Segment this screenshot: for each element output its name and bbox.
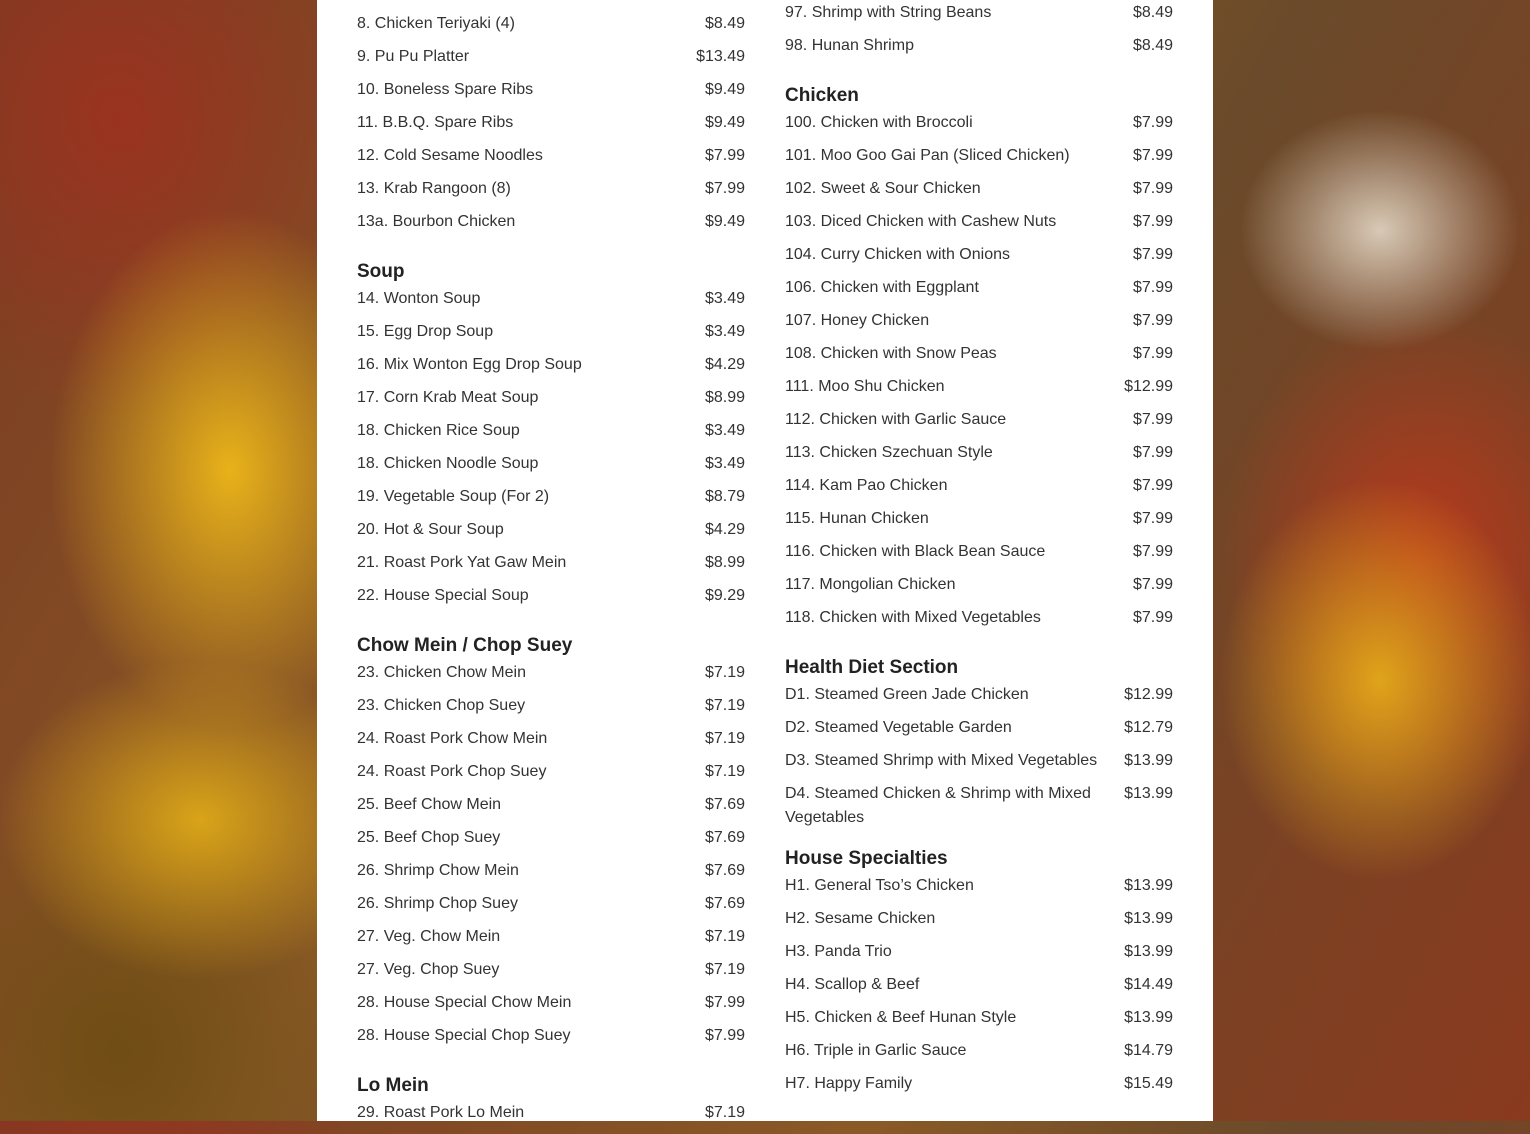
menu-item-name: 97. Shrimp with String Beans bbox=[785, 4, 992, 21]
menu-item-name: 13. Krab Rangoon (8) bbox=[357, 180, 511, 197]
menu-item bbox=[785, 874, 1173, 907]
menu-item bbox=[357, 210, 745, 243]
menu-item-price: $7.99 bbox=[1132, 345, 1173, 362]
menu-item-price: $7.69 bbox=[704, 829, 745, 846]
menu-item bbox=[357, 892, 745, 925]
menu-item bbox=[357, 991, 745, 1024]
menu-item bbox=[785, 716, 1173, 749]
menu-item-name: 15. Egg Drop Soup bbox=[357, 323, 494, 340]
lo-mein-list bbox=[357, 1101, 745, 1134]
menu-item-price: $7.99 bbox=[1132, 180, 1173, 197]
menu-item-name: H3. Panda Trio bbox=[785, 943, 892, 960]
menu-item bbox=[357, 925, 745, 958]
menu-item-name: 11. B.B.Q. Spare Ribs bbox=[357, 114, 514, 131]
menu-item-name: H6. Triple in Garlic Sauce bbox=[785, 1042, 967, 1059]
menu-item bbox=[785, 309, 1173, 342]
menu-item-price: $13.49 bbox=[696, 48, 745, 65]
menu-item bbox=[357, 958, 745, 991]
menu-item-name: 22. House Special Soup bbox=[357, 587, 529, 604]
menu-item bbox=[357, 551, 745, 584]
menu-item bbox=[357, 760, 745, 793]
menu-item-name: 18. Chicken Noodle Soup bbox=[357, 455, 539, 472]
menu-item-price: $7.99 bbox=[1132, 114, 1173, 131]
menu-item bbox=[785, 342, 1173, 375]
menu-item-price: $3.49 bbox=[704, 455, 745, 472]
menu-item-name: 14. Wonton Soup bbox=[357, 290, 481, 307]
menu-item-price: $7.99 bbox=[704, 147, 745, 164]
menu-item-name: D4. Steamed Chicken & Shrimp with Mixed Vegetables bbox=[785, 785, 1091, 826]
menu-item bbox=[785, 540, 1173, 573]
menu-item-name: 114. Kam Pao Chicken bbox=[785, 477, 948, 494]
menu-item-price: $8.49 bbox=[704, 15, 745, 32]
menu-item-price: $7.99 bbox=[1132, 279, 1173, 296]
menu-item-name: 29. Roast Pork Lo Mein bbox=[357, 1104, 525, 1121]
menu-item-price: $14.49 bbox=[1124, 976, 1173, 993]
menu-item bbox=[785, 782, 1173, 830]
menu-item bbox=[357, 584, 745, 617]
menu-item bbox=[357, 45, 745, 78]
menu-item-price: $9.49 bbox=[704, 114, 745, 131]
menu-item-name: 24. Roast Pork Chow Mein bbox=[357, 730, 548, 747]
menu-item-name: 116. Chicken with Black Bean Sauce bbox=[785, 543, 1046, 560]
menu-item-name: H1. General Tso’s Chicken bbox=[785, 877, 974, 894]
menu-column-left bbox=[357, 12, 745, 1134]
menu-column-right bbox=[785, 1, 1173, 1105]
menu-item-name: 19. Vegetable Soup (For 2) bbox=[357, 488, 550, 505]
menu-item-price: $12.79 bbox=[1124, 719, 1173, 736]
menu-item bbox=[785, 1072, 1173, 1105]
menu-item-name: 8. Chicken Teriyaki (4) bbox=[357, 15, 515, 32]
menu-item bbox=[785, 177, 1173, 210]
menu-item-price: $7.19 bbox=[704, 730, 745, 747]
menu-item-name: D1. Steamed Green Jade Chicken bbox=[785, 686, 1029, 703]
menu-item-name: 28. House Special Chop Suey bbox=[357, 1027, 571, 1044]
menu-page bbox=[317, 0, 1213, 1121]
menu-item-price: $7.99 bbox=[704, 180, 745, 197]
menu-item-price: $7.19 bbox=[704, 697, 745, 714]
menu-item bbox=[785, 144, 1173, 177]
menu-item-price: $15.49 bbox=[1124, 1075, 1173, 1092]
menu-item bbox=[785, 1, 1173, 34]
menu-item-name: 21. Roast Pork Yat Gaw Mein bbox=[357, 554, 567, 571]
menu-item-name: H5. Chicken & Beef Hunan Style bbox=[785, 1009, 1017, 1026]
menu-item-name: 28. House Special Chow Mein bbox=[357, 994, 572, 1011]
menu-item-price: $13.99 bbox=[1124, 785, 1173, 802]
menu-item-name: 118. Chicken with Mixed Vegetables bbox=[785, 609, 1041, 626]
menu-item bbox=[357, 793, 745, 826]
chow-mein-list bbox=[357, 661, 745, 1057]
menu-item bbox=[357, 287, 745, 320]
menu-item-price: $7.99 bbox=[1132, 444, 1173, 461]
menu-item bbox=[357, 177, 745, 210]
menu-item-name: 106. Chicken with Eggplant bbox=[785, 279, 979, 296]
section-title-soup: Soup bbox=[357, 261, 405, 282]
menu-item-price: $8.99 bbox=[704, 389, 745, 406]
menu-item bbox=[357, 661, 745, 694]
menu-item-price: $4.29 bbox=[704, 521, 745, 538]
menu-item bbox=[785, 34, 1173, 67]
section-title-lo-mein: Lo Mein bbox=[357, 1075, 429, 1096]
menu-item-price: $3.49 bbox=[704, 422, 745, 439]
menu-item bbox=[357, 12, 745, 45]
menu-item bbox=[785, 474, 1173, 507]
menu-item bbox=[357, 386, 745, 419]
menu-item bbox=[357, 518, 745, 551]
menu-item-price: $8.49 bbox=[1132, 37, 1173, 54]
menu-item-name: 27. Veg. Chow Mein bbox=[357, 928, 501, 945]
menu-item-price: $9.49 bbox=[704, 213, 745, 230]
menu-item-price: $7.99 bbox=[1132, 246, 1173, 263]
menu-item-name: 17. Corn Krab Meat Soup bbox=[357, 389, 539, 406]
menu-item-name: 98. Hunan Shrimp bbox=[785, 37, 914, 54]
menu-item-name: 104. Curry Chicken with Onions bbox=[785, 246, 1010, 263]
menu-item bbox=[785, 749, 1173, 782]
chicken-list bbox=[785, 111, 1173, 639]
menu-item-price: $7.69 bbox=[704, 862, 745, 879]
menu-item-price: $13.99 bbox=[1124, 752, 1173, 769]
menu-item-name: 101. Moo Goo Gai Pan (Sliced Chicken) bbox=[785, 147, 1070, 164]
menu-item-price: $7.99 bbox=[1132, 609, 1173, 626]
menu-item-price: $8.49 bbox=[1132, 4, 1173, 21]
menu-item-name: 117. Mongolian Chicken bbox=[785, 576, 956, 593]
section-title-health-diet: Health Diet Section bbox=[785, 657, 959, 678]
menu-item-name: 25. Beef Chow Mein bbox=[357, 796, 502, 813]
menu-item-name: H7. Happy Family bbox=[785, 1075, 913, 1092]
menu-item-price: $7.99 bbox=[704, 1027, 745, 1044]
menu-item-price: $7.19 bbox=[704, 928, 745, 945]
menu-item-name: 23. Chicken Chop Suey bbox=[357, 697, 526, 714]
menu-item-price: $7.69 bbox=[704, 796, 745, 813]
menu-item-price: $13.99 bbox=[1124, 1009, 1173, 1026]
menu-item-name: 100. Chicken with Broccoli bbox=[785, 114, 973, 131]
menu-item bbox=[357, 111, 745, 144]
menu-item-price: $9.29 bbox=[704, 587, 745, 604]
menu-item-price: $7.19 bbox=[704, 961, 745, 978]
menu-item-name: 103. Diced Chicken with Cashew Nuts bbox=[785, 213, 1057, 230]
menu-item-price: $12.99 bbox=[1124, 686, 1173, 703]
menu-item bbox=[785, 441, 1173, 474]
menu-item-price: $8.79 bbox=[704, 488, 745, 505]
menu-item-price: $7.99 bbox=[1132, 543, 1173, 560]
menu-item-name: 26. Shrimp Chow Mein bbox=[357, 862, 519, 879]
menu-item-price: $12.99 bbox=[1124, 378, 1173, 395]
menu-item-price: $13.99 bbox=[1124, 943, 1173, 960]
menu-item-name: 23. Chicken Chow Mein bbox=[357, 664, 526, 681]
menu-item bbox=[357, 78, 745, 111]
menu-item bbox=[785, 1006, 1173, 1039]
menu-item bbox=[785, 1039, 1173, 1072]
menu-item bbox=[357, 452, 745, 485]
menu-item-name: H4. Scallop & Beef bbox=[785, 976, 920, 993]
menu-item bbox=[357, 353, 745, 386]
health-diet-list bbox=[785, 683, 1173, 830]
menu-item-name: 16. Mix Wonton Egg Drop Soup bbox=[357, 356, 582, 373]
menu-item-name: 27. Veg. Chop Suey bbox=[357, 961, 500, 978]
menu-item bbox=[357, 859, 745, 892]
shrimp-list bbox=[785, 1, 1173, 67]
menu-item-name: 10. Boneless Spare Ribs bbox=[357, 81, 534, 98]
menu-item-price: $8.99 bbox=[704, 554, 745, 571]
menu-item bbox=[785, 606, 1173, 639]
menu-item bbox=[785, 940, 1173, 973]
menu-item bbox=[785, 683, 1173, 716]
menu-item-name: 108. Chicken with Snow Peas bbox=[785, 345, 997, 362]
menu-item-name: 111. Moo Shu Chicken bbox=[785, 378, 945, 395]
menu-item-name: D2. Steamed Vegetable Garden bbox=[785, 719, 1012, 736]
menu-item-name: 113. Chicken Szechuan Style bbox=[785, 444, 993, 461]
menu-item-price: $7.99 bbox=[1132, 411, 1173, 428]
section-title-chicken: Chicken bbox=[785, 85, 859, 106]
menu-item-price: $7.99 bbox=[1132, 477, 1173, 494]
menu-item bbox=[357, 485, 745, 518]
menu-item-price: $7.19 bbox=[704, 1104, 745, 1121]
menu-item-price: $13.99 bbox=[1124, 910, 1173, 927]
menu-item-name: 112. Chicken with Garlic Sauce bbox=[785, 411, 1007, 428]
menu-item-price: $14.79 bbox=[1124, 1042, 1173, 1059]
menu-item-name: 25. Beef Chop Suey bbox=[357, 829, 501, 846]
menu-item-name: 115. Hunan Chicken bbox=[785, 510, 929, 527]
menu-item-name: 9. Pu Pu Platter bbox=[357, 48, 470, 65]
menu-item-price: $7.99 bbox=[1132, 312, 1173, 329]
menu-item-price: $7.19 bbox=[704, 763, 745, 780]
menu-item bbox=[357, 320, 745, 353]
menu-item bbox=[357, 144, 745, 177]
menu-item-name: H2. Sesame Chicken bbox=[785, 910, 936, 927]
menu-item-price: $7.99 bbox=[1132, 576, 1173, 593]
menu-item bbox=[357, 1101, 745, 1134]
house-specialties-list bbox=[785, 874, 1173, 1105]
menu-item bbox=[785, 243, 1173, 276]
menu-item-price: $7.99 bbox=[1132, 213, 1173, 230]
menu-item-name: 20. Hot & Sour Soup bbox=[357, 521, 504, 538]
menu-item bbox=[785, 973, 1173, 1006]
menu-item-name: 18. Chicken Rice Soup bbox=[357, 422, 520, 439]
menu-item bbox=[357, 727, 745, 760]
menu-item bbox=[357, 419, 745, 452]
menu-item-name: 107. Honey Chicken bbox=[785, 312, 930, 329]
menu-item bbox=[785, 907, 1173, 940]
menu-item bbox=[785, 210, 1173, 243]
section-title-house-specialties: House Specialties bbox=[785, 848, 948, 869]
menu-item bbox=[357, 826, 745, 859]
appetizer-list bbox=[357, 12, 745, 243]
menu-item-name: 24. Roast Pork Chop Suey bbox=[357, 763, 547, 780]
menu-item-price: $9.49 bbox=[704, 81, 745, 98]
menu-item-price: $7.99 bbox=[704, 994, 745, 1011]
menu-item bbox=[785, 507, 1173, 540]
menu-item-price: $3.49 bbox=[704, 323, 745, 340]
menu-item bbox=[785, 408, 1173, 441]
menu-item bbox=[357, 694, 745, 727]
menu-item-name: D3. Steamed Shrimp with Mixed Vegetables bbox=[785, 752, 1098, 769]
menu-item-name: 13a. Bourbon Chicken bbox=[357, 213, 516, 230]
menu-item-price: $4.29 bbox=[704, 356, 745, 373]
menu-item bbox=[785, 375, 1173, 408]
menu-item-name: 12. Cold Sesame Noodles bbox=[357, 147, 543, 164]
menu-item bbox=[785, 111, 1173, 144]
menu-item-price: $7.19 bbox=[704, 664, 745, 681]
menu-item-price: $7.99 bbox=[1132, 147, 1173, 164]
menu-item bbox=[357, 1024, 745, 1057]
menu-item bbox=[785, 573, 1173, 606]
menu-item-price: $7.99 bbox=[1132, 510, 1173, 527]
soup-list bbox=[357, 287, 745, 617]
menu-item-name: 102. Sweet & Sour Chicken bbox=[785, 180, 981, 197]
menu-item-name: 26. Shrimp Chop Suey bbox=[357, 895, 518, 912]
menu-item-price: $3.49 bbox=[704, 290, 745, 307]
menu-item bbox=[785, 276, 1173, 309]
section-title-chow-mein: Chow Mein / Chop Suey bbox=[357, 635, 573, 656]
menu-item-price: $7.69 bbox=[704, 895, 745, 912]
menu-item-price: $13.99 bbox=[1124, 877, 1173, 894]
